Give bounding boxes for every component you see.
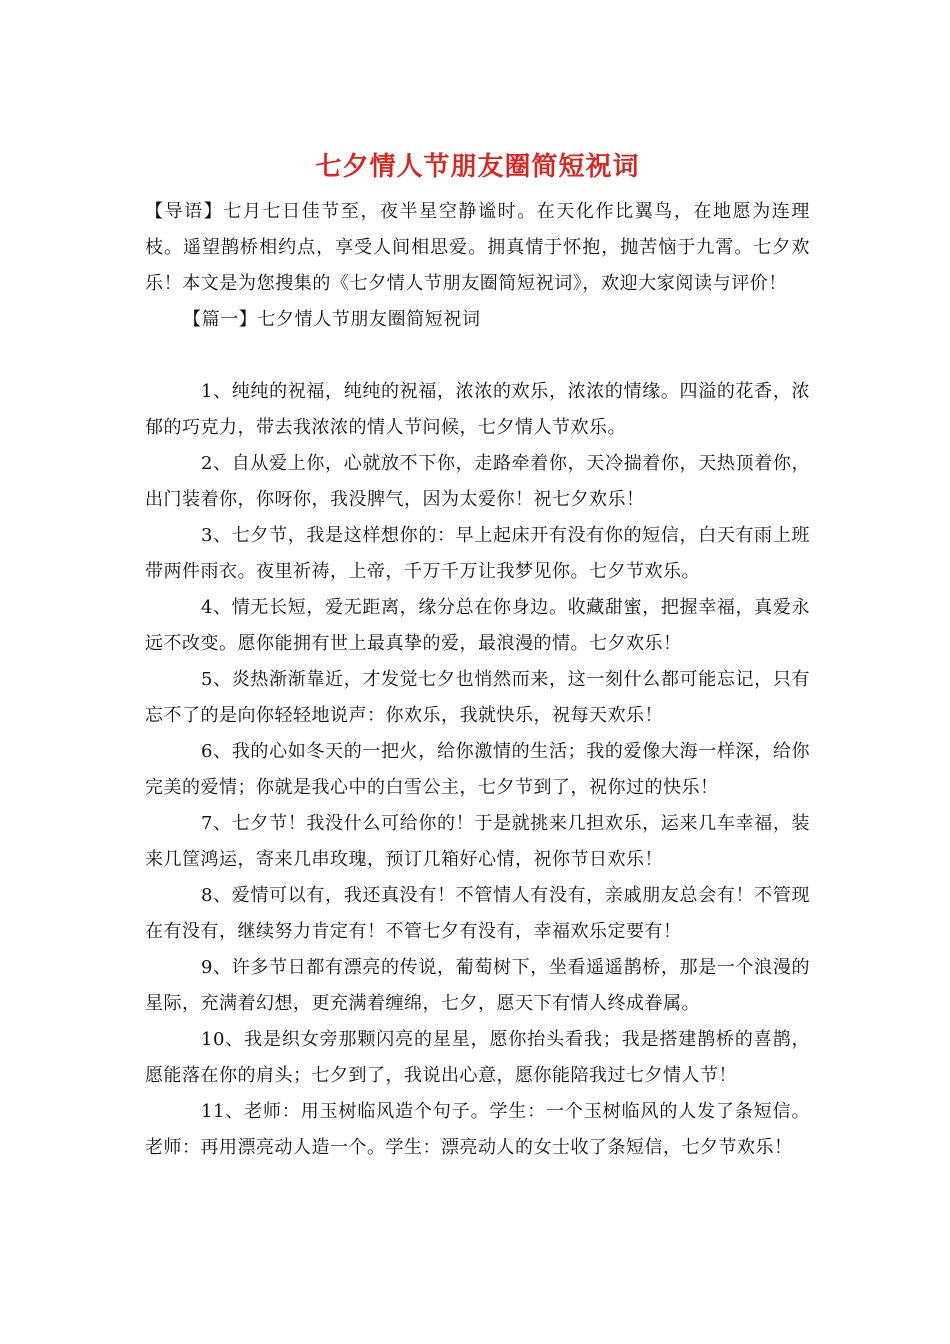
section-heading: 【篇一】七夕情人节朋友圈简短祝词 <box>183 309 481 330</box>
greeting-item-3: 3、七夕节，我是这样想你的：早上起床开有没有你的短信，白天有雨上班带两件雨衣。夜里祈祷，上帝，千万千万让我梦见你。七夕节欢乐。 <box>145 525 810 582</box>
greeting-item-10: 10、我是织女旁那颗闪亮的星星，愿你抬头看我；我是搭建鹊桥的喜鹊，愿能落在你的肩头；七夕到了，我说出心意，愿你能陪我过七夕情人节！ <box>145 1029 810 1086</box>
greeting-item-11: 11、老师：用玉树临风造个句子。学生：一个玉树临风的人发了条短信。老师：再用漂亮动人造一个。学生：漂亮动人的女士收了条短信，七夕节欢乐！ <box>145 1101 810 1158</box>
document-title: 七夕情人节朋友圈简短祝词 <box>315 152 640 182</box>
greeting-item-5: 5、炎热渐渐靠近，才发觉七夕也悄然而来，这一刻什么都可能忘记，只有忘不了的是向你轻轻地说声：你欢乐，我就快乐，祝每天欢乐！ <box>145 669 810 726</box>
intro-paragraph: 【导语】七月七日佳节至，夜半星空静谧时。在天化作比翼鸟，在地愿为连理枝。遥望鹊桥相约点，享受人间相思爱。拥真情于怀抱，抛苦恼于九霄。七夕欢乐！本文是为您搜集的《七夕情人节朋友圈简短祝词》，欢迎大家阅读与评价！ <box>145 201 810 294</box>
greeting-item-8: 8、爱情可以有，我还真没有！不管情人有没有，亲戚朋友总会有！不管现在有没有，继续努力肯定有！不管七夕有没有，幸福欢乐定要有！ <box>145 885 810 942</box>
document-page <box>145 150 810 1166</box>
greeting-item-4: 4、情无长短，爱无距离，缘分总在你身边。收藏甜蜜，把握幸福，真爱永远不改变。愿你能拥有世上最真挚的爱，最浪漫的情。七夕欢乐！ <box>145 597 810 654</box>
greeting-item-6: 6、我的心如冬天的一把火，给你激情的生活；我的爱像大海一样深，给你完美的爱情；你就是我心中的白雪公主，七夕节到了，祝你过的快乐！ <box>145 741 810 798</box>
greeting-item-2: 2、自从爱上你，心就放不下你，走路牵着你，天冷揣着你，天热顶着你，出门装着你，你呀你，我没脾气，因为太爱你！祝七夕欢乐！ <box>145 453 810 510</box>
greeting-item-1: 1、纯纯的祝福，纯纯的祝福，浓浓的欢乐，浓浓的情缘。四溢的花香，浓郁的巧克力，带去我浓浓的情人节问候，七夕情人节欢乐。 <box>145 381 810 438</box>
greeting-item-9: 9、许多节日都有漂亮的传说，葡萄树下，坐看遥遥鹊桥，那是一个浪漫的星际，充满着幻想，更充满着缠绵，七夕，愿天下有情人终成眷属。 <box>145 957 810 1014</box>
greeting-item-7: 7、七夕节！我没什么可给你的！于是就挑来几担欢乐，运来几车幸福，装来几筐鸿运，寄来几串玫瑰，预订几箱好心情，祝你节日欢乐！ <box>145 813 810 870</box>
